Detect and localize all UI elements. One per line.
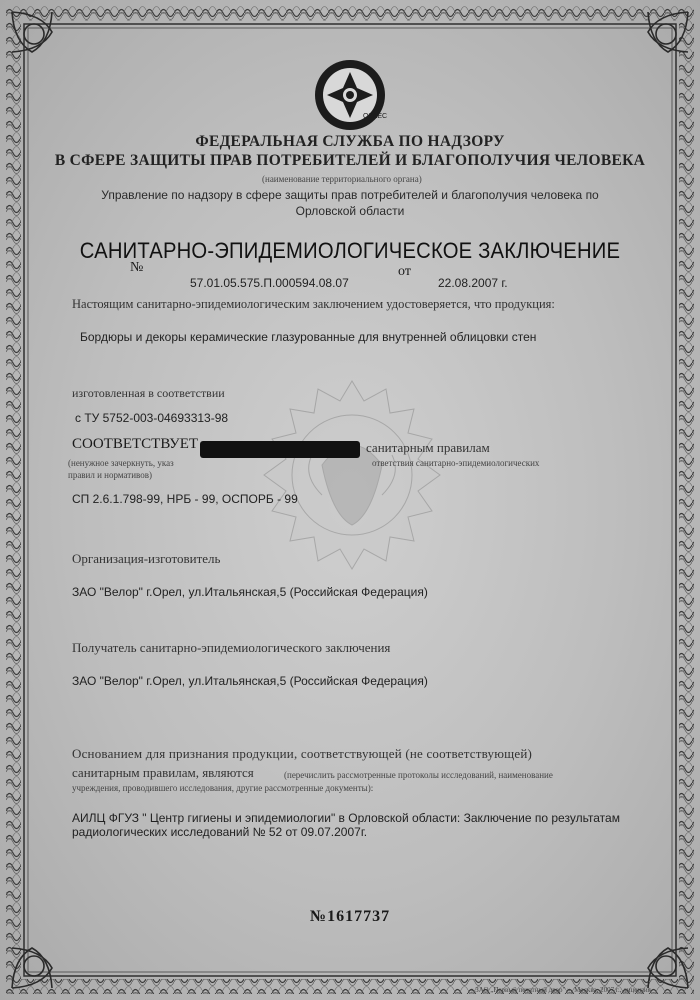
conformity-status: СООТВЕТСТВУЕТ [72,436,199,452]
document-title: САНИТАРНО-ЭПИДЕМИОЛОГИЧЕСКОЕ ЗАКЛЮЧЕНИЕ [79,238,621,263]
conformity-rules-value: СП 2.6.1.798-99, НРБ - 99, ОСПОРБ - 99 [72,492,298,506]
basis-line-2b: (перечислить рассмотренные протоколы исследований, наименование [284,770,553,780]
serial-number: №1617737 [310,908,391,925]
department-line-2: Орловской области [295,204,405,218]
body-hint: (наименование территориального органа) [262,174,422,184]
manufacturer-value: ЗАО "Велор" г.Орел, ул.Итальянская,5 (Российская Федерация) [72,585,428,599]
manufacturer-label: Организация-изготовитель [72,551,221,566]
number-value: 57.01.05.575.П.000594.08.07 [190,276,349,290]
date-label: от [398,264,411,279]
basis-value-2: радиологических исследований № 52 от 09.07.2007г. [72,825,368,839]
basis-value-1: АИЛЦ ФГУЗ " Центр гигиены и эпидемиологии" в Орловской области: Заключение по результатам [72,811,620,825]
department-line-1: Управление по надзору в сфере защиты прав потребителей и благополучия человека по [101,188,599,202]
printer-footer: « ЗАО „Первый печатный двор" », Москва, 2007 г., лицензия [470,986,651,994]
emblem-icon [313,58,387,132]
emblem-label: ОЗАЕС [363,113,387,120]
certify-text: Настоящим санитарно-эпидемиологическим заключением удостоверяется, что продукция: [72,297,555,311]
conformity-hint-2: правил и нормативов) [68,470,152,480]
conformity-hint-1b: ответствия санитарно-эпидемиологических [372,458,540,468]
redaction-bar [200,441,360,458]
conformity-rules-label: санитарным правилам [366,440,490,455]
date-value: 22.08.2007 г. [438,276,508,290]
recipient-label: Получатель санитарно-эпидемиологического заключения [72,640,391,655]
agency-line-1: ФЕДЕРАЛЬНАЯ СЛУЖБА ПО НАДЗОРУ [195,133,505,150]
product-value: Бордюры и декоры керамические глазурованные для внутренней облицовки стен [80,330,537,344]
basis-line-3: учреждения, проводившего исследования, другие рассмотренные документы): [72,783,374,793]
manufactured-label: изготовленная в соответствии [72,386,225,400]
conformity-hint-1a: (ненужное зачеркнуть, указ [68,458,174,468]
recipient-value: ЗАО "Велор" г.Орел, ул.Итальянская,5 (Российская Федерация) [72,674,428,688]
basis-line-2a: санитарным правилам, являются [72,765,254,780]
basis-line-1: Основанием для признания продукции, соответствующей (не соответствующей) [72,746,533,761]
watermark-seal-icon [252,375,452,575]
number-label: № [130,260,144,275]
manufactured-value: с ТУ 5752-003-04693313-98 [75,411,229,425]
agency-line-2: В СФЕРЕ ЗАЩИТЫ ПРАВ ПОТРЕБИТЕЛЕЙ И БЛАГОПОЛУЧИЯ ЧЕЛОВЕКА [54,152,646,169]
